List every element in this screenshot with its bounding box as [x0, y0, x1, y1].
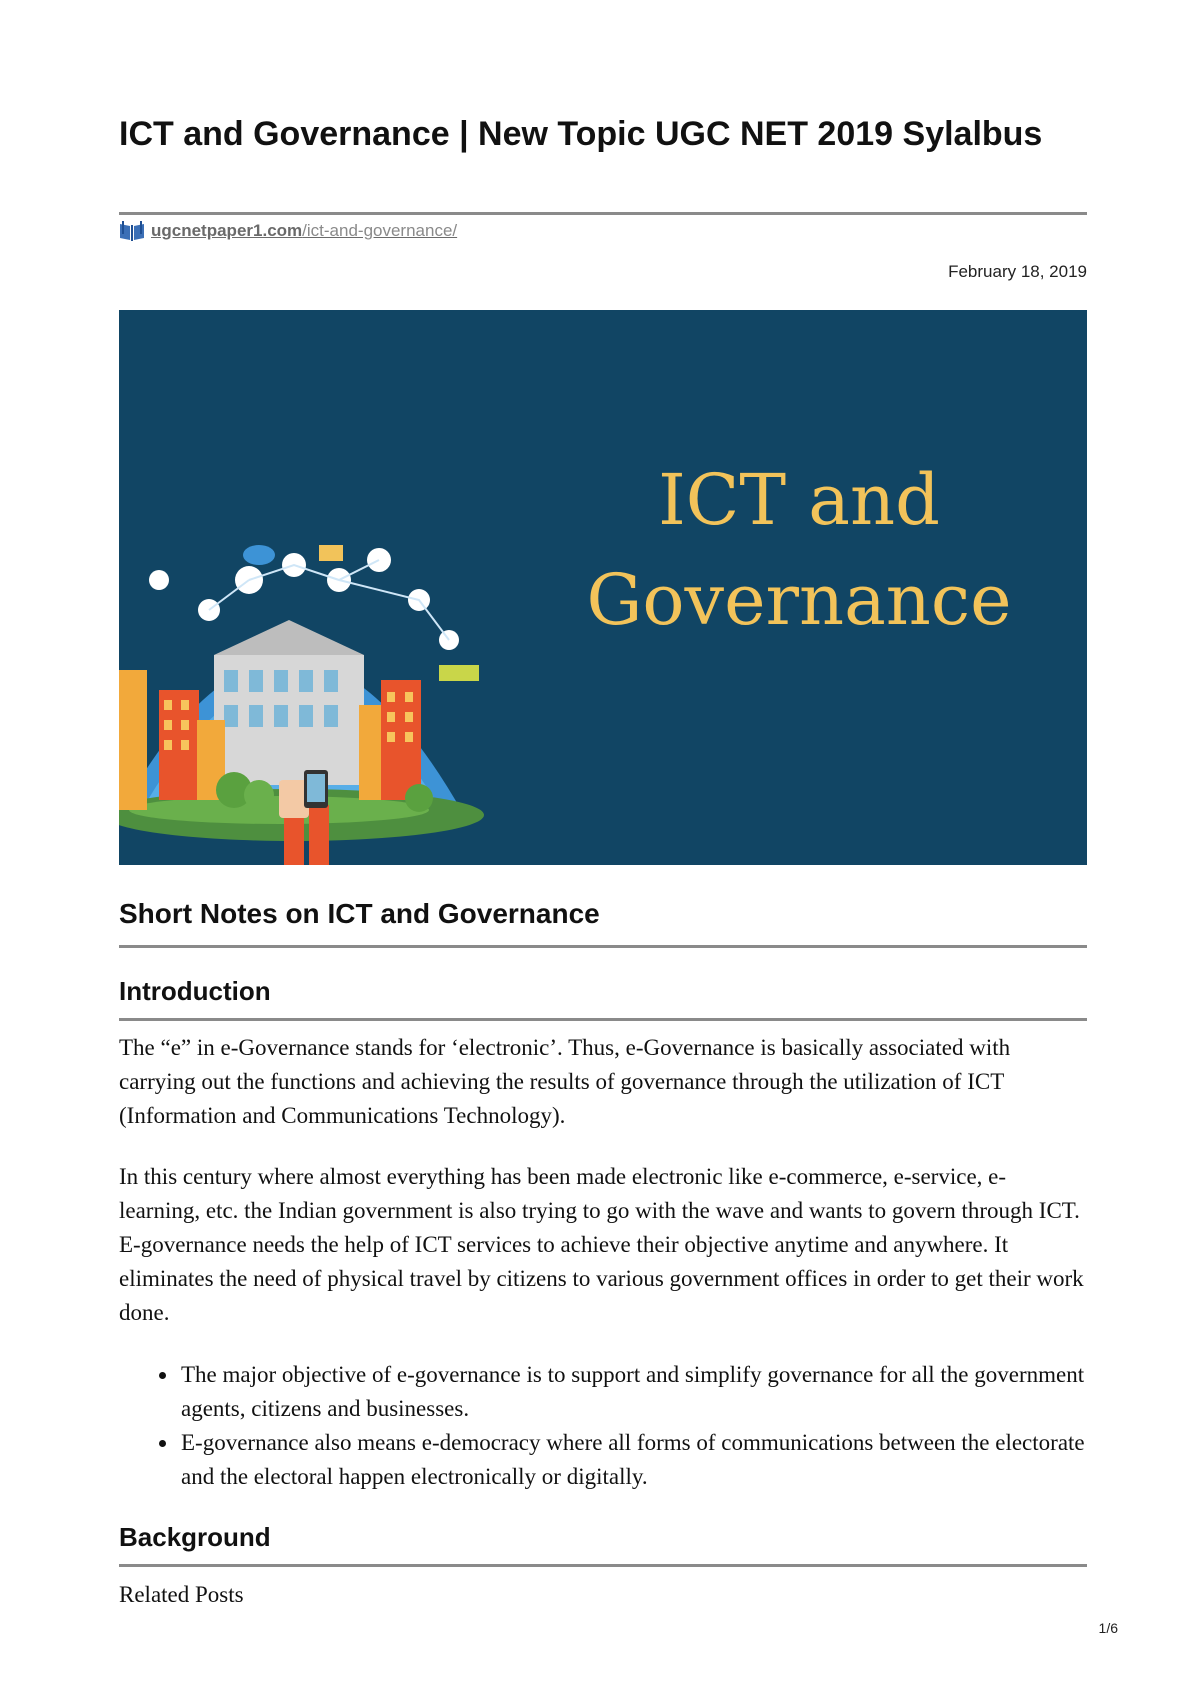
- book-icon: [119, 220, 145, 242]
- page-title: ICT and Governance | New Topic UGC NET 2019 Sylalbus: [119, 115, 1043, 153]
- section-divider: [119, 945, 1087, 948]
- page-number: 1/6: [1098, 1620, 1118, 1636]
- list-item: • E-governance also means e-democracy where all forms of communications between the electorate and the electoral happen electronically or digitally.: [179, 1426, 1087, 1494]
- hero-title: ICT and Governance: [586, 459, 1012, 641]
- background-heading: Background: [119, 1522, 271, 1552]
- list-item: • The major objective of e-governance is to support and simplify governance for all the government agents, citizens and businesses.: [179, 1358, 1087, 1426]
- source-link-row: [119, 220, 457, 242]
- related-posts-label: Related Posts: [119, 1582, 244, 1607]
- title-divider: [119, 212, 1087, 215]
- objectives-list: [119, 1358, 1087, 1494]
- hero-image: [119, 310, 1087, 865]
- publish-date: February 18, 2019: [948, 262, 1087, 281]
- source-url-link[interactable]: ugcnetpaper1.com/ict-and-governance/: [151, 221, 458, 240]
- intro-paragraph-1: The “e” in e-Governance stands for ‘electronic’. Thus, e-Governance is basically associated with carrying out the functions and achieving the results of governance through the utilization of ICT (Information and Communications Technology).: [119, 1035, 1011, 1128]
- section-title: Short Notes on ICT and Governance: [119, 898, 600, 929]
- introduction-divider: [119, 1018, 1087, 1021]
- introduction-heading: Introduction: [119, 976, 271, 1006]
- intro-paragraph-2: In this century where almost everything has been made electronic like e-commerce, e-service, e-learning, etc. the Indian government is also trying to go with the wave and wants to govern through ICT. E-governance needs the help of ICT services to achieve their objective anytime and anywhere. It eliminates the need of physical travel by citizens to various government offices in order to get their work done.: [119, 1164, 1084, 1325]
- background-divider: [119, 1564, 1087, 1567]
